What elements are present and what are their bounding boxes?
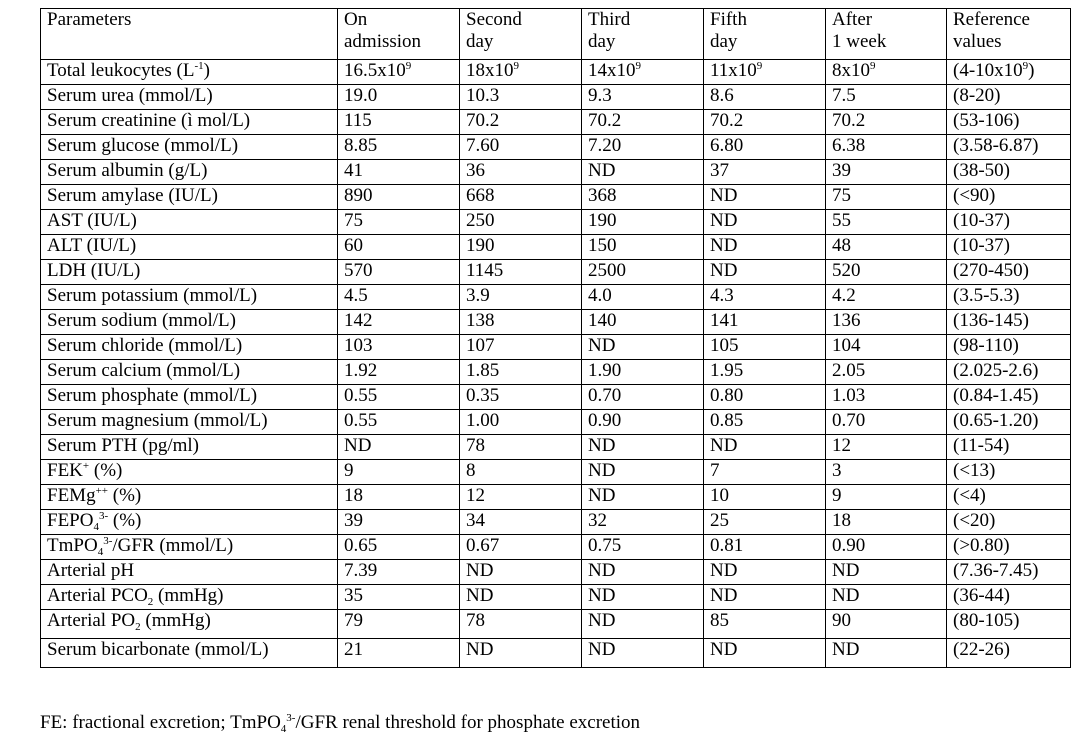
- value-cell-third-day: 1.90: [582, 360, 704, 385]
- value-cell-third-day: ND: [582, 610, 704, 639]
- value-cell-fifth-day: $11x10^9$: [704, 60, 826, 85]
- value-cell-on-admission: 570: [338, 260, 460, 285]
- value-cell-on-admission: 19.0: [338, 85, 460, 110]
- value-cell-third-day: ND: [582, 160, 704, 185]
- parameter-cell: Serum phosphate (mmol/L): [41, 385, 338, 410]
- value-cell-fifth-day: ND: [704, 260, 826, 285]
- table-row: [41, 260, 1071, 285]
- value-cell-on-admission: 103: [338, 335, 460, 360]
- table-row: [41, 85, 1071, 110]
- value-cell-after-1-week: 75: [826, 185, 947, 210]
- value-cell-on-admission: 1.92: [338, 360, 460, 385]
- value-cell-fifth-day: 37: [704, 160, 826, 185]
- table-row: [41, 639, 1071, 668]
- value-cell-on-admission: 79: [338, 610, 460, 639]
- table-row: [41, 185, 1071, 210]
- value-cell-fifth-day: ND: [704, 235, 826, 260]
- parameter-cell: FEMg++ (%): [41, 485, 338, 510]
- table-row: [41, 110, 1071, 135]
- value-cell-reference-values: (<90): [947, 185, 1071, 210]
- table-row: [41, 535, 1071, 560]
- value-cell-after-1-week: 3: [826, 460, 947, 485]
- value-cell-on-admission: 18: [338, 485, 460, 510]
- parameter-cell: Serum bicarbonate (mmol/L): [41, 639, 338, 668]
- value-cell-after-1-week: ND: [826, 639, 947, 668]
- lab-results-table: [40, 8, 1071, 668]
- value-cell-second-day: 668: [460, 185, 582, 210]
- value-cell-third-day: ND: [582, 560, 704, 585]
- parameter-cell: Serum chloride (mmol/L): [41, 335, 338, 360]
- table-row: [41, 135, 1071, 160]
- value-cell-after-1-week: 55: [826, 210, 947, 235]
- value-cell-after-1-week: 6.38: [826, 135, 947, 160]
- value-cell-reference-values: (11-54): [947, 435, 1071, 460]
- value-cell-third-day: 9.3: [582, 85, 704, 110]
- header-second-day: [460, 9, 582, 60]
- value-cell-third-day: ND: [582, 435, 704, 460]
- table-row: [41, 410, 1071, 435]
- header-line: Fifth: [710, 9, 747, 30]
- header-third-day: [582, 9, 704, 60]
- header-line: day: [466, 30, 494, 52]
- value-cell-third-day: ND: [582, 335, 704, 360]
- value-cell-on-admission: 115: [338, 110, 460, 135]
- value-cell-reference-values: $(4-10x10^9)$: [947, 60, 1071, 85]
- header-line: day: [710, 30, 738, 52]
- value-cell-reference-values: (7.36-7.45): [947, 560, 1071, 585]
- value-cell-reference-values: (136-145): [947, 310, 1071, 335]
- value-cell-on-admission: 9: [338, 460, 460, 485]
- value-cell-reference-values: (0.65-1.20): [947, 410, 1071, 435]
- value-cell-on-admission: 142: [338, 310, 460, 335]
- value-cell-after-1-week: 0.90: [826, 535, 947, 560]
- value-cell-fifth-day: 0.80: [704, 385, 826, 410]
- parameter-cell: $FEPO_4^{3-}$ (%): [41, 510, 338, 535]
- value-cell-second-day: 78: [460, 610, 582, 639]
- parameter-cell: AST (IU/L): [41, 210, 338, 235]
- value-cell-on-admission: 21: [338, 639, 460, 668]
- value-cell-third-day: 0.90: [582, 410, 704, 435]
- value-cell-third-day: 32: [582, 510, 704, 535]
- value-cell-second-day: 12: [460, 485, 582, 510]
- value-cell-on-admission: 60: [338, 235, 460, 260]
- parameter-cell: Serum magnesium (mmol/L): [41, 410, 338, 435]
- value-cell-after-1-week: 70.2: [826, 110, 947, 135]
- table-row: [41, 235, 1071, 260]
- value-cell-after-1-week: 12: [826, 435, 947, 460]
- value-cell-second-day: 10.3: [460, 85, 582, 110]
- value-cell-third-day: 4.0: [582, 285, 704, 310]
- value-cell-after-1-week: 7.5: [826, 85, 947, 110]
- value-cell-second-day: 3.9: [460, 285, 582, 310]
- value-cell-reference-values: (0.84-1.45): [947, 385, 1071, 410]
- header-parameters: [41, 9, 338, 60]
- value-cell-on-admission: 8.85: [338, 135, 460, 160]
- value-cell-second-day: 0.67: [460, 535, 582, 560]
- value-cell-after-1-week: 136: [826, 310, 947, 335]
- value-cell-after-1-week: 4.2: [826, 285, 947, 310]
- header-line: Third: [588, 9, 631, 30]
- value-cell-on-admission: 0.55: [338, 385, 460, 410]
- value-cell-reference-values: (98-110): [947, 335, 1071, 360]
- value-cell-reference-values: (10-37): [947, 210, 1071, 235]
- value-cell-reference-values: (22-26): [947, 639, 1071, 668]
- value-cell-on-admission: 39: [338, 510, 460, 535]
- value-cell-on-admission: 35: [338, 585, 460, 610]
- parameter-cell: FEK+ (%): [41, 460, 338, 485]
- value-cell-fifth-day: ND: [704, 560, 826, 585]
- value-cell-fifth-day: 1.95: [704, 360, 826, 385]
- value-cell-after-1-week: $8x10^9$: [826, 60, 947, 85]
- value-cell-third-day: 0.75: [582, 535, 704, 560]
- value-cell-reference-values: (53-106): [947, 110, 1071, 135]
- value-cell-reference-values: (3.58-6.87): [947, 135, 1071, 160]
- header-line: admission: [344, 30, 422, 52]
- value-cell-after-1-week: 520: [826, 260, 947, 285]
- value-cell-third-day: 70.2: [582, 110, 704, 135]
- value-cell-reference-values: (36-44): [947, 585, 1071, 610]
- value-cell-reference-values: (>0.80): [947, 535, 1071, 560]
- parameter-cell: TmPO$_4^{3-}$/GFR (mmol/L): [41, 535, 338, 560]
- value-cell-fifth-day: 6.80: [704, 135, 826, 160]
- value-cell-third-day: 140: [582, 310, 704, 335]
- value-cell-reference-values: (270-450): [947, 260, 1071, 285]
- header-line: 1 week: [832, 30, 887, 52]
- value-cell-second-day: 78: [460, 435, 582, 460]
- value-cell-third-day: 7.20: [582, 135, 704, 160]
- parameter-cell: ALT (IU/L): [41, 235, 338, 260]
- value-cell-after-1-week: 104: [826, 335, 947, 360]
- value-cell-third-day: 0.70: [582, 385, 704, 410]
- value-cell-fifth-day: 7: [704, 460, 826, 485]
- value-cell-third-day: 150: [582, 235, 704, 260]
- value-cell-on-admission: 0.65: [338, 535, 460, 560]
- value-cell-fifth-day: ND: [704, 585, 826, 610]
- value-cell-reference-values: (38-50): [947, 160, 1071, 185]
- value-cell-reference-values: (<13): [947, 460, 1071, 485]
- value-cell-on-admission: 41: [338, 160, 460, 185]
- parameter-cell: Serum creatinine (ì mol/L): [41, 110, 338, 135]
- value-cell-second-day: 138: [460, 310, 582, 335]
- value-cell-third-day: ND: [582, 485, 704, 510]
- table-row: [41, 610, 1071, 639]
- parameter-cell: Arterial pH: [41, 560, 338, 585]
- value-cell-third-day: 190: [582, 210, 704, 235]
- value-cell-on-admission: 0.55: [338, 410, 460, 435]
- value-cell-after-1-week: 9: [826, 485, 947, 510]
- value-cell-fifth-day: 4.3: [704, 285, 826, 310]
- value-cell-reference-values: (80-105): [947, 610, 1071, 639]
- header-line: Reference: [953, 9, 1030, 30]
- header-after-1-week: [826, 9, 947, 60]
- table-row: [41, 435, 1071, 460]
- value-cell-reference-values: (8-20): [947, 85, 1071, 110]
- value-cell-reference-values: (3.5-5.3): [947, 285, 1071, 310]
- value-cell-second-day: 34: [460, 510, 582, 535]
- value-cell-fifth-day: 141: [704, 310, 826, 335]
- value-cell-fifth-day: 25: [704, 510, 826, 535]
- table-row: [41, 585, 1071, 610]
- value-cell-second-day: 1.85: [460, 360, 582, 385]
- value-cell-third-day: 368: [582, 185, 704, 210]
- value-cell-fifth-day: ND: [704, 435, 826, 460]
- parameter-cell: Arterial $PCO_2$ (mmHg): [41, 585, 338, 610]
- header-line: Parameters: [47, 9, 132, 30]
- value-cell-on-admission: 890: [338, 185, 460, 210]
- value-cell-reference-values: (<4): [947, 485, 1071, 510]
- header-line: On: [344, 9, 368, 30]
- header-on-admission: [338, 9, 460, 60]
- table-footnote: FE: fractional excretion; TmPO$_4^{3-}$/GFR renal threshold for phosphate excretion: [40, 712, 641, 735]
- value-cell-second-day: 107: [460, 335, 582, 360]
- value-cell-after-1-week: ND: [826, 560, 947, 585]
- table-row: [41, 210, 1071, 235]
- parameter-cell: Serum sodium (mmol/L): [41, 310, 338, 335]
- value-cell-after-1-week: 2.05: [826, 360, 947, 385]
- header-row: [41, 9, 1071, 60]
- table-row: [41, 60, 1071, 85]
- parameter-cell: Total leukocytes $(L^{-1})$: [41, 60, 338, 85]
- header-line: values: [953, 30, 1002, 52]
- value-cell-reference-values: (<20): [947, 510, 1071, 535]
- value-cell-second-day: $18x10^9$: [460, 60, 582, 85]
- table-row: [41, 360, 1071, 385]
- parameter-cell: Serum calcium (mmol/L): [41, 360, 338, 385]
- parameter-cell: Serum albumin (g/L): [41, 160, 338, 185]
- value-cell-reference-values: (2.025-2.6): [947, 360, 1071, 385]
- value-cell-second-day: 250: [460, 210, 582, 235]
- table-row: [41, 285, 1071, 310]
- value-cell-fifth-day: 0.85: [704, 410, 826, 435]
- value-cell-fifth-day: ND: [704, 210, 826, 235]
- value-cell-fifth-day: 70.2: [704, 110, 826, 135]
- value-cell-after-1-week: 18: [826, 510, 947, 535]
- value-cell-second-day: 0.35: [460, 385, 582, 410]
- parameter-cell: Serum urea (mmol/L): [41, 85, 338, 110]
- value-cell-after-1-week: 90: [826, 610, 947, 639]
- table-body: [41, 9, 1071, 668]
- value-cell-second-day: 70.2: [460, 110, 582, 135]
- value-cell-on-admission: $16.5x10^9$: [338, 60, 460, 85]
- value-cell-third-day: ND: [582, 585, 704, 610]
- header-line: day: [588, 30, 616, 52]
- parameter-cell: LDH (IU/L): [41, 260, 338, 285]
- value-cell-after-1-week: 0.70: [826, 410, 947, 435]
- parameter-cell: Serum potassium (mmol/L): [41, 285, 338, 310]
- table-row: [41, 160, 1071, 185]
- value-cell-reference-values: (10-37): [947, 235, 1071, 260]
- value-cell-second-day: ND: [460, 639, 582, 668]
- table-row: [41, 510, 1071, 535]
- value-cell-on-admission: 7.39: [338, 560, 460, 585]
- parameter-cell: Serum PTH (pg/ml): [41, 435, 338, 460]
- header-fifth-day: [704, 9, 826, 60]
- value-cell-fifth-day: 85: [704, 610, 826, 639]
- value-cell-second-day: 7.60: [460, 135, 582, 160]
- value-cell-fifth-day: ND: [704, 639, 826, 668]
- table-row: [41, 460, 1071, 485]
- value-cell-after-1-week: 48: [826, 235, 947, 260]
- value-cell-on-admission: 75: [338, 210, 460, 235]
- header-reference-values: [947, 9, 1071, 60]
- value-cell-after-1-week: ND: [826, 585, 947, 610]
- value-cell-third-day: 2500: [582, 260, 704, 285]
- value-cell-fifth-day: 10: [704, 485, 826, 510]
- value-cell-fifth-day: ND: [704, 185, 826, 210]
- value-cell-fifth-day: 0.81: [704, 535, 826, 560]
- value-cell-on-admission: ND: [338, 435, 460, 460]
- table-row: [41, 560, 1071, 585]
- value-cell-on-admission: 4.5: [338, 285, 460, 310]
- value-cell-second-day: 8: [460, 460, 582, 485]
- value-cell-second-day: 190: [460, 235, 582, 260]
- header-line: Second: [466, 9, 522, 30]
- value-cell-second-day: 36: [460, 160, 582, 185]
- table-row: [41, 385, 1071, 410]
- table-row: [41, 485, 1071, 510]
- parameter-cell: Serum glucose (mmol/L): [41, 135, 338, 160]
- value-cell-after-1-week: 1.03: [826, 385, 947, 410]
- table-row: [41, 310, 1071, 335]
- table-row: [41, 335, 1071, 360]
- parameter-cell: Serum amylase (IU/L): [41, 185, 338, 210]
- value-cell-third-day: ND: [582, 460, 704, 485]
- value-cell-second-day: ND: [460, 585, 582, 610]
- value-cell-fifth-day: 8.6: [704, 85, 826, 110]
- value-cell-second-day: 1145: [460, 260, 582, 285]
- value-cell-after-1-week: 39: [826, 160, 947, 185]
- value-cell-third-day: $14x10^9$: [582, 60, 704, 85]
- value-cell-fifth-day: 105: [704, 335, 826, 360]
- header-line: After: [832, 9, 873, 30]
- value-cell-second-day: 1.00: [460, 410, 582, 435]
- value-cell-third-day: ND: [582, 639, 704, 668]
- value-cell-second-day: ND: [460, 560, 582, 585]
- parameter-cell: Arterial $PO_2$ (mmHg): [41, 610, 338, 639]
